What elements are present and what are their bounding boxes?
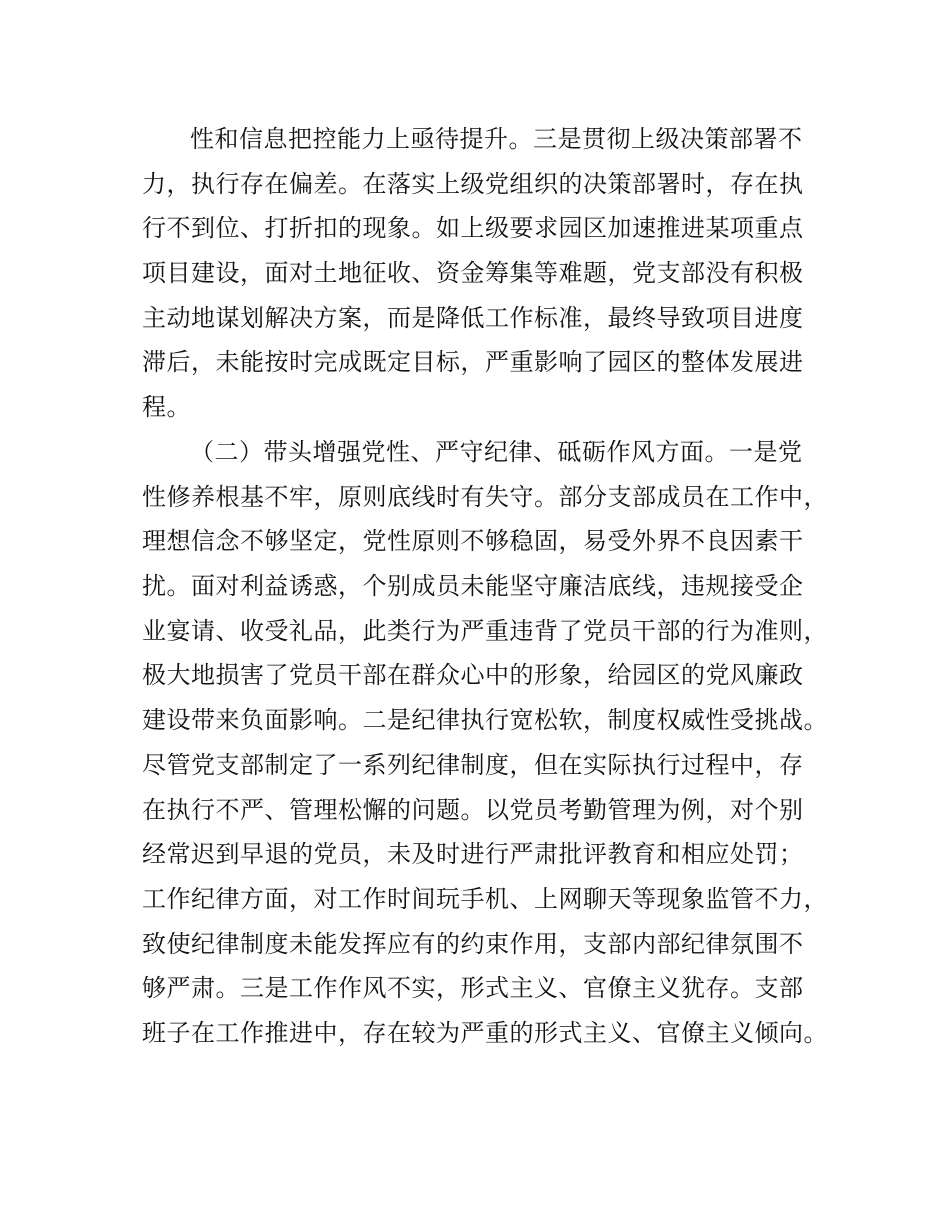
paragraph-line: 致使纪律制度未能发挥应有的约束作用，支部内部纪律氛围不 bbox=[142, 929, 804, 958]
paragraph-line: 尽管党支部制定了一系列纪律制度，但在实际执行过程中，存 bbox=[142, 750, 804, 779]
paragraph-line: 够严肃。三是工作作风不实，形式主义、官僚主义犹存。支部 bbox=[142, 974, 804, 1003]
paragraph-line: 扰。面对利益诱惑，个别成员未能坚守廉洁底线，违规接受企 bbox=[142, 572, 804, 601]
paragraph-line: 工作纪律方面，对工作时间玩手机、上网聊天等现象监管不力， bbox=[142, 884, 828, 913]
paragraph-line: 性修养根基不牢，原则底线时有失守。部分支部成员在工作中， bbox=[142, 482, 828, 511]
paragraph-line: 在执行不严、管理松懈的问题。以党员考勤管理为例，对个别 bbox=[142, 795, 804, 824]
paragraph-line: 班子在工作推进中，存在较为严重的形式主义、官僚主义倾向。 bbox=[142, 1018, 828, 1047]
paragraph-line: 理想信念不够坚定，党性原则不够稳固，易受外界不良因素干 bbox=[142, 527, 804, 556]
paragraph-line: 行不到位、打折扣的现象。如上级要求园区加速推进某项重点 bbox=[142, 214, 804, 243]
paragraph-line: 力，执行存在偏差。在落实上级党组织的决策部署时，存在执 bbox=[142, 169, 804, 198]
paragraph-line: 极大地损害了党员干部在群众心中的形象，给园区的党风廉政 bbox=[142, 661, 804, 690]
paragraph-line: 业宴请、收受礼品，此类行为严重违背了党员干部的行为准则， bbox=[142, 616, 828, 645]
paragraph-1 bbox=[142, 117, 842, 430]
paragraph-line: 建设带来负面影响。二是纪律执行宽松软，制度权威性受挑战。 bbox=[142, 706, 828, 735]
section-heading-line: （二）带头增强党性、严守纪律、砥砺作风方面。一是党 bbox=[190, 438, 803, 466]
paragraph-line: 主动地谋划解决方案，而是降低工作标准，最终导致项目进度 bbox=[142, 303, 804, 332]
paragraph-line: 性和信息把控能力上亟待提升。三是贯彻上级决策部署不 bbox=[190, 125, 803, 153]
paragraph-2 bbox=[142, 430, 842, 1056]
paragraph-line: 滞后，未能按时完成既定目标，严重影响了园区的整体发展进 bbox=[142, 348, 804, 377]
paragraph-line: 程。 bbox=[142, 393, 191, 422]
paragraph-line: 项目建设，面对土地征收、资金筹集等难题，党支部没有积极 bbox=[142, 259, 804, 288]
paragraph-line: 经常迟到早退的党员，未及时进行严肃批评教育和相应处罚； bbox=[142, 840, 804, 869]
